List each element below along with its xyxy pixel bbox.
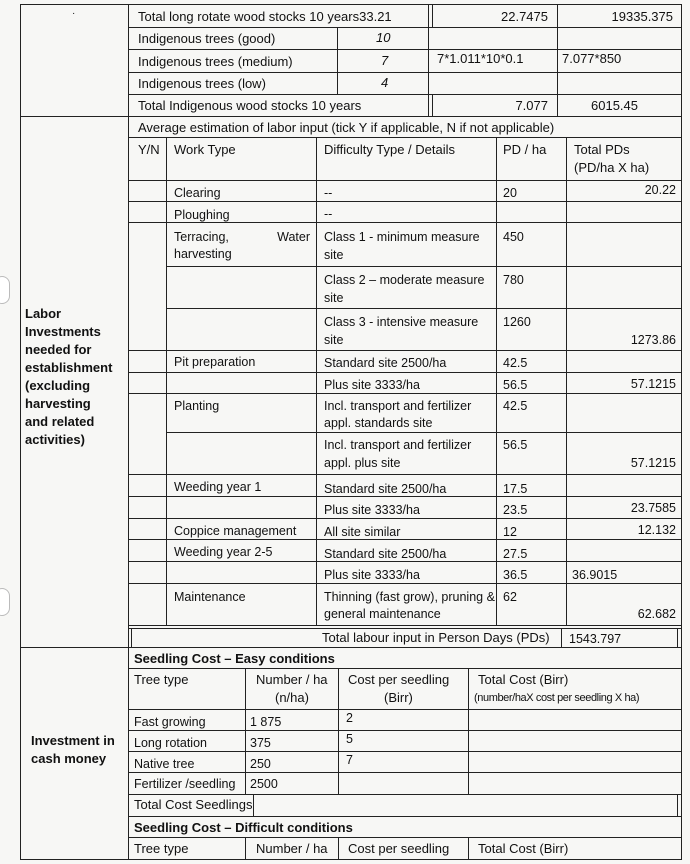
- difficult-conditions-title: Seedling Cost – Difficult conditions: [134, 820, 353, 835]
- maint-a: Thinning (fast grow), pruning &: [324, 590, 495, 604]
- class3-a: Class 3 - intensive measure: [324, 315, 479, 329]
- indigenous-medium-label: Indigenous trees (medium): [138, 54, 293, 69]
- long-rotate-total-handwritten: 33.21: [359, 9, 392, 24]
- clearing-total: 20.22: [644, 183, 676, 197]
- maint-b: general maintenance: [324, 607, 441, 621]
- plant2-pd: 56.5: [503, 438, 528, 452]
- indigenous-total-col3: 7.077: [515, 98, 548, 113]
- long-rotate-total-col3: 22.7475: [501, 9, 548, 24]
- class1-pd: 450: [503, 230, 524, 244]
- easy-col-cost-2: (Birr): [384, 690, 413, 705]
- work-pit: Pit preparation: [174, 355, 256, 369]
- easy-col-num-1: Number / ha: [256, 672, 328, 687]
- weed25-std: Standard site 2500/ha: [324, 547, 447, 561]
- labor-header: Average estimation of labor input (tick Y if applicable, N if not applicable): [138, 120, 555, 135]
- easy-row-number: 2500: [250, 777, 278, 791]
- clearing-diff: --: [324, 186, 333, 200]
- long-rotate-total-col4: 19335.375: [611, 9, 673, 24]
- indigenous-good-label: Indigenous trees (good): [138, 31, 276, 46]
- easy-row-cost: 5: [346, 732, 353, 746]
- class1-b: site: [324, 248, 344, 262]
- plant1-pd: 42.5: [503, 399, 528, 413]
- pit-total: 57.1215: [630, 377, 676, 391]
- plant2-b: appl. plus site: [324, 456, 401, 470]
- easy-row-type: Native tree: [134, 757, 195, 771]
- easy-col-num-2: (n/ha): [275, 690, 309, 705]
- weed1-plus: Plus site 3333/ha: [324, 503, 420, 517]
- work-terracing: Terracing, Water: [174, 230, 310, 244]
- difficult-col-total: Total Cost (Birr): [478, 841, 569, 856]
- col-diff-header: Difficulty Type / Details: [324, 142, 456, 157]
- labor-section-label: Labor Investments needed for establishment (excluding harvesting and related activities): [25, 306, 113, 447]
- coppice-diff: All site similar: [324, 525, 401, 539]
- easy-row-number: 250: [250, 757, 271, 771]
- easy-col-tree: Tree type: [134, 672, 189, 687]
- long-rotate-total-label: Total long rotate wood stocks 10 years33.21: [138, 9, 392, 24]
- col-total-header-2: (PD/ha X ha): [574, 160, 650, 175]
- indigenous-medium-calc2: 7.077*850: [562, 51, 622, 66]
- difficult-col-tree: Tree type: [134, 841, 189, 856]
- class2-b: site: [324, 291, 344, 305]
- indigenous-good-value: 10: [376, 30, 391, 45]
- easy-row-cost: 7: [346, 753, 353, 767]
- indigenous-medium-value: 7: [381, 53, 389, 68]
- class3-total: 1273.86: [630, 333, 676, 347]
- work-planting: Planting: [174, 399, 220, 413]
- indigenous-low-label: Indigenous trees (low): [138, 76, 266, 91]
- cash-section-label: Investment in cash money: [31, 733, 115, 766]
- weed1-plus-pd: 23.5: [503, 503, 528, 517]
- easy-col-total-1: Total Cost (Birr): [478, 672, 569, 687]
- weed25-total: 36.9015: [572, 568, 618, 582]
- easy-row-number: 1 875: [250, 715, 282, 729]
- easy-row-number: 375: [250, 736, 271, 750]
- easy-col-cost-1: Cost per seedling: [348, 672, 450, 687]
- punch-hole-upper: [0, 276, 10, 304]
- col-pd-header: PD / ha: [503, 142, 547, 157]
- weed1-total: 23.7585: [630, 501, 676, 515]
- total-labour-label: Total labour input in Person Days (PDs): [322, 630, 550, 645]
- weed25-plus-pd: 36.5: [503, 568, 528, 582]
- work-coppice: Coppice management: [174, 524, 297, 538]
- class3-b: site: [324, 333, 344, 347]
- easy-row-type: Fertilizer /seedling: [134, 777, 236, 791]
- col-yn-header: Y/N: [138, 142, 160, 157]
- easy-conditions-title: Seedling Cost – Easy conditions: [134, 651, 335, 666]
- work-terracing-2: harvesting: [174, 247, 232, 261]
- plant2-a: Incl. transport and fertilizer: [324, 438, 472, 452]
- pit-plus-pd: 56.5: [503, 378, 528, 392]
- col-work-header: Work Type: [174, 142, 236, 157]
- work-weeding25: Weeding year 2-5: [174, 545, 273, 559]
- coppice-pd: 12: [503, 525, 517, 539]
- indigenous-medium-calc1: 7*1.011*10*0.1: [437, 51, 524, 66]
- difficult-col-cost: Cost per seedling: [348, 841, 450, 856]
- pit-std: Standard site 2500/ha: [324, 356, 447, 370]
- indigenous-total-label: Total Indigenous wood stocks 10 years: [138, 98, 362, 113]
- top-mark: ·: [72, 8, 76, 19]
- ploughing-diff: --: [324, 207, 333, 221]
- class1-a: Class 1 - minimum measure: [324, 230, 480, 244]
- easy-row-type: Fast growing: [134, 715, 206, 729]
- weed25-std-pd: 27.5: [503, 547, 528, 561]
- weed1-std: Standard site 2500/ha: [324, 482, 447, 496]
- easy-row-cost: 2: [346, 711, 353, 725]
- clearing-pd: 20: [503, 186, 517, 200]
- weed25-plus: Plus site 3333/ha: [324, 568, 420, 582]
- col-total-header-1: Total PDs: [574, 142, 630, 157]
- easy-row-type: Long rotation: [134, 736, 207, 750]
- class2-a: Class 2 – moderate measure: [324, 273, 485, 287]
- maint-pd: 62: [503, 590, 517, 604]
- indigenous-total-col4: 6015.45: [591, 98, 638, 113]
- class3-pd: 1260: [503, 315, 531, 329]
- pit-std-pd: 42.5: [503, 356, 528, 370]
- class2-pd: 780: [503, 273, 524, 287]
- work-maintenance: Maintenance: [174, 590, 246, 604]
- plant-total: 57.1215: [630, 456, 676, 470]
- difficult-col-num: Number / ha: [256, 841, 328, 856]
- plant1-b: appl. standards site: [324, 416, 433, 430]
- coppice-total: 12.132: [637, 523, 676, 537]
- work-ploughing: Ploughing: [174, 208, 230, 222]
- total-labour-value: 1543.797: [569, 632, 622, 646]
- weed1-std-pd: 17.5: [503, 482, 528, 496]
- work-clearing: Clearing: [174, 186, 221, 200]
- easy-col-total-2: (number/haX cost per seedling X ha): [474, 692, 640, 704]
- work-weeding1: Weeding year 1: [174, 480, 262, 494]
- indigenous-low-value: 4: [381, 75, 389, 90]
- maint-total: 62.682: [637, 607, 676, 621]
- total-cost-seedlings: Total Cost Seedlings: [134, 797, 253, 812]
- plant1-a: Incl. transport and fertilizer: [324, 399, 472, 413]
- pit-plus: Plus site 3333/ha: [324, 378, 420, 392]
- punch-hole-lower: [0, 588, 10, 616]
